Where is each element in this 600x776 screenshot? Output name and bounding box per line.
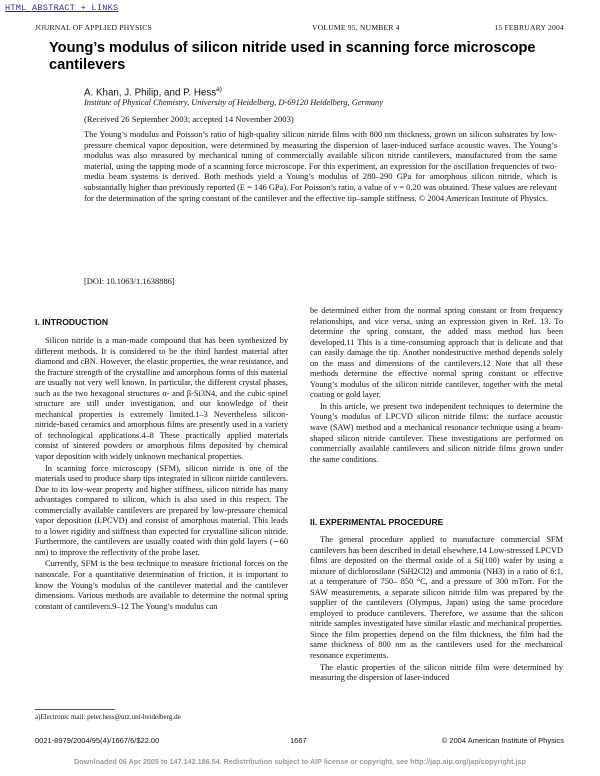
footnote-email: a)Electronic mail: peter.hess@urz.uni-heidelberg.de: [35, 713, 181, 721]
paper-title: Young’s modulus of silicon nitride used in scanning force microscope cantilevers: [49, 40, 536, 73]
author-list: A. Khan, J. Philip, and P. Hess: [84, 87, 217, 99]
volume-number: VOLUME 95, NUMBER 4: [312, 23, 400, 32]
footnote-rule: [35, 709, 115, 710]
section-heading-experimental: II. EXPERIMENTAL PROCEDURE: [310, 517, 444, 527]
html-abstract-links[interactable]: HTML ABSTRACT + LINKS: [5, 3, 119, 13]
article-code: 0021-8979/2004/95(4)/1667/6/$22.00: [35, 736, 160, 745]
right-column-body: [310, 535, 563, 684]
authors: [84, 86, 222, 98]
paragraph: The general procedure applied to manufacture commercial SFM cantilevers has been described in detail elsewhere.14 Low-stressed LPCVD films are deposited on the thermal oxide of a Si(100) wafer by using a mixture of dichlorosilane (SiH2Cl2) and ammonia (NH3) in a ratio of 6:1, at a temperature of 750– 850 °C, and a pressure of 300 mTorr. For the SAW measurements, a separate silicon nitride film was prepared by the supplier of the cantilevers (Olympus, Japan) using the same procedure employed to produce cantilevers. Therefore, we assume that the silicon nitride samples investigated have similar elastic and mechanical properties. Since the film properties depend on the film thickness, the film had the same thickness of 800 nm as the cantilevers used for the mechanical resonance experiments.: [310, 535, 563, 661]
download-notice: Downloaded 06 Apr 2005 to 147.142.186.54. Redistribution subject to AIP license or copyright, see http://jap.aip.org/jap/copyright.jsp: [74, 757, 526, 766]
section-heading-introduction: I. INTRODUCTION: [35, 317, 109, 327]
copyright: © 2004 American Institute of Physics: [441, 736, 564, 745]
left-column-body: [35, 336, 288, 612]
paragraph: Currently, SFM is the best technique to measure frictional forces on the nanoscale. For a quantitative determination of friction, it is important to know the Young’s modulus of the cantilever material and the cantilever dimensions. Various methods are available to determine the normal spring constant of cantilevers.9–12 The Young’s modulus can: [35, 559, 288, 611]
paragraph: In this article, we present two independent techniques to determine the Young’s modulus of LPCVD silicon nitride films: the surface acoustic wave (SAW) method and a mechanical resonance technique using a beam-shaped silicon nitride cantilever. These investigations are performed on commercially available cantilevers and silicon nitride films grown under the same conditions.: [310, 401, 563, 464]
paragraph: In scanning force microscopy (SFM), silicon nitride is one of the materials used to produce sharp tips integrated in silicon nitride cantilevers. Due to its low-wear property and higher stiffness, silicon nitride has many advantages compared to silicon, which is also used in this respect. The commercially available cantilevers are prepared by low-pressure chemical vapor deposition (LPCVD) and consist of amorphous material. This leads to a lower rigidity and stiffness than expected for crystalline silicon nitride. Furthermore, the cantilevers are usually coated with thin gold layers (∼60 nm) to improve the reflectivity of the probe laser.: [35, 463, 288, 557]
paragraph: Silicon nitride is a man-made compound that has been synthesized by different methods. It is considered to be the third hardest material after diamond and cBN. However, the elastic properties, the wear resistance, and the fracture strength of the crystalline and amorphous forms of this material are usually not very well known. In particular, the different crystal phases, such as the two hexagonal structures α- and β-Si3N4, and the cubic spinel structure are still under investigation, and our knowledge of their mechanical properties is extremely limited.1–3 Nevertheless silicon-nitride-based ceramics and amorphous films are presently used in a variety of technological applications.4–8 These practically applied materials consist of sintered powders or amorphous films deposited by chemical vapor deposition with widely unknown mechanical properties.: [35, 336, 288, 462]
author-footnote-mark: a): [216, 86, 222, 93]
paragraph: be determined either from the normal spring constant or from frequency relationships, and vice versa, using an expression given in Ref. 13. To determine the spring constant, the added mass method has been developed.11 This is a time-consuming approach that is delicate and that can easily damage the tip. Another nondestructive method depends solely on the mass and dimensions of the cantilevers.12 Note that all these methods determine the effective normal spring constant or effective Young’s modulus of the silicon nitride cantilever, together with the metal coating or gold layer.: [310, 306, 563, 400]
journal-name: JOURNAL OF APPLIED PHYSICS: [35, 23, 152, 32]
received-dates: (Received 26 September 2003; accepted 14 November 2003): [84, 114, 294, 124]
right-column-intro: [310, 306, 563, 465]
page-number: 1667: [290, 736, 307, 745]
issue-date: 15 FEBRUARY 2004: [494, 23, 564, 32]
abstract: The Young’s modulus and Poisson’s ratio of high-quality silicon nitride films with 800 nm thickness, grown on silicon substrates by low-pressure chemical vapor deposition, were determined by measuring the dispersion of laser-induced surface acoustic waves. The Young’s modulus was also measured by mechanical tuning of commercially available silicon nitride cantilevers, manufactured from the same material, using the tapping mode of a scanning force microscope. For this experiment, an expression for the oscillation frequencies of two-media beam systems is derived. Both methods yield a Young’s modulus of 280–290 GPa for amorphous silicon nitride, which is substantially higher than previously reported (E = 146 GPa). For Poisson’s ratio, a value of ν = 0.20 was obtained. These values are relevant for the determination of the spring constant of the cantilever and the effective tip–sample stiffness. © 2004 American Institute of Physics.: [84, 129, 557, 203]
doi[interactable]: [DOI: 10.1063/1.1638886]: [84, 276, 175, 286]
paragraph: The elastic properties of the silicon nitride film were determined by measuring the dispersion of laser-induced: [310, 662, 563, 683]
affiliation: Institute of Physical Chemistry, University of Heidelberg, D-69120 Heidelberg, Germany: [84, 98, 383, 107]
